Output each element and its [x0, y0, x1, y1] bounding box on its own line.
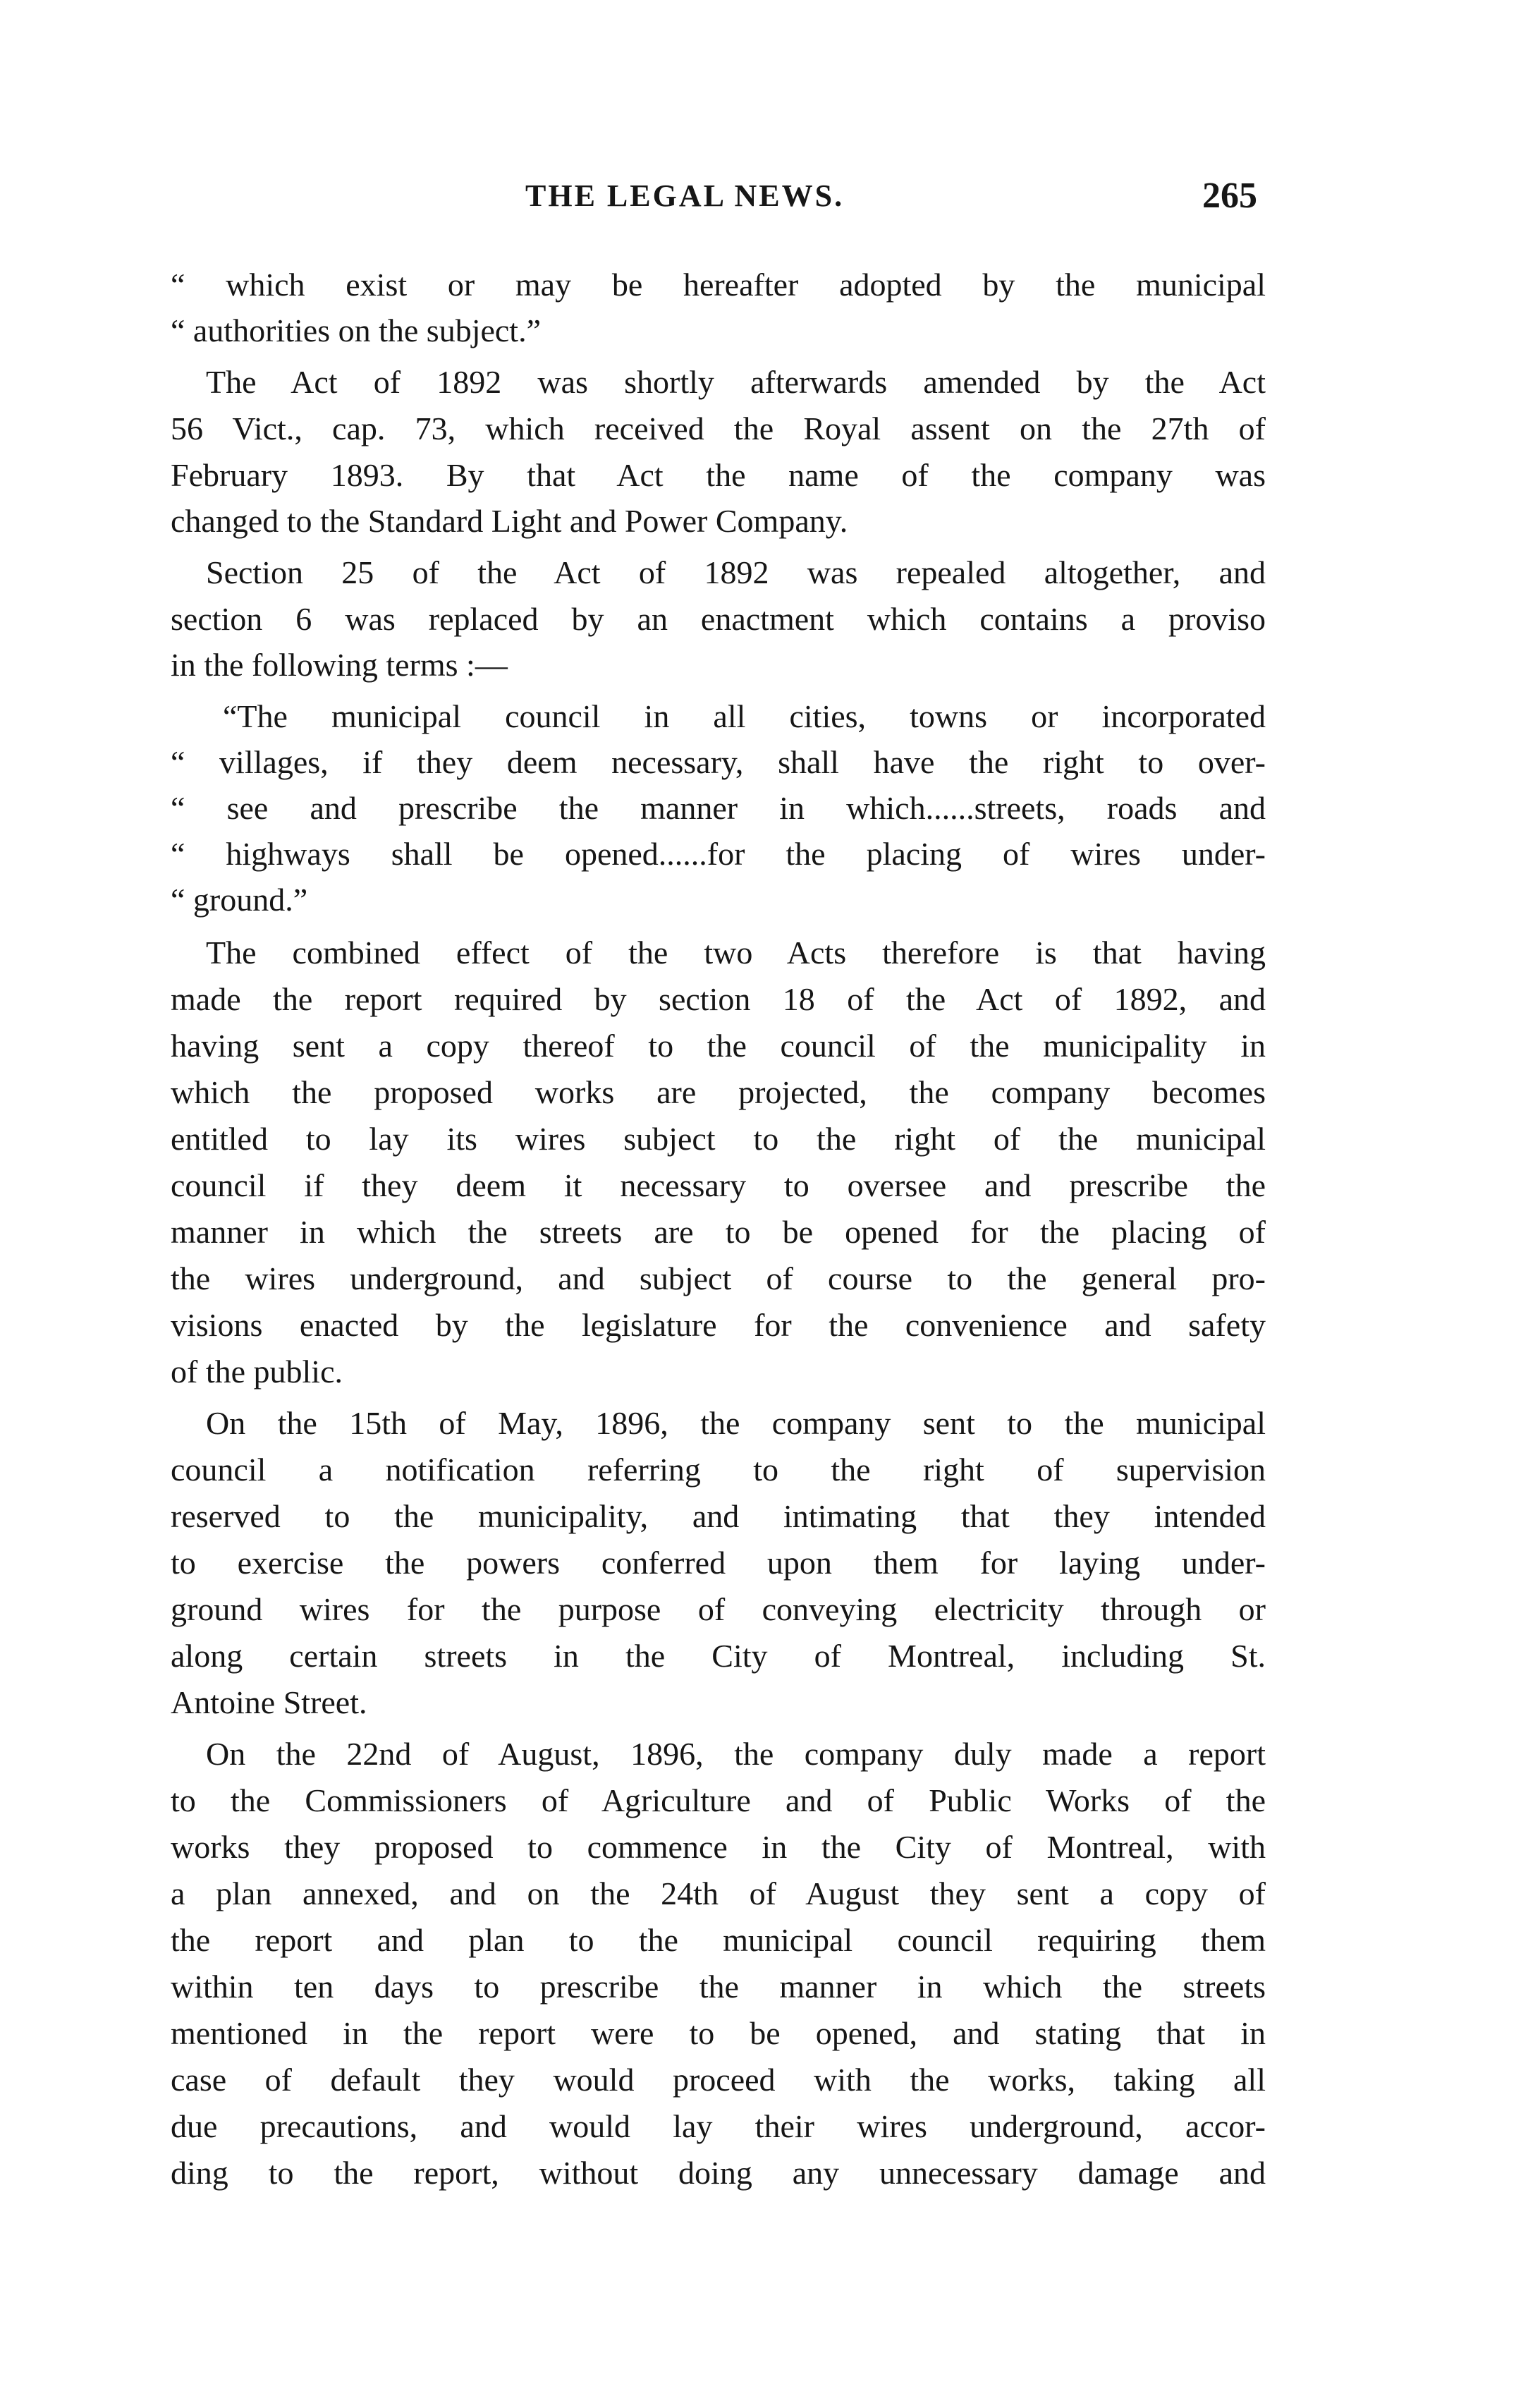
text-line: council a notification referring to the right of supervision: [171, 1452, 1266, 1488]
text-line: February 1893. By that Act the name of the company was: [171, 457, 1266, 493]
text-line: the report and plan to the municipal council requiring them: [171, 1922, 1266, 1958]
text-line: 56 Vict., cap. 73, which received the Royal assent on the 27th of: [171, 411, 1266, 446]
text-line: in the following terms :—: [171, 647, 508, 683]
text-line: On the 22nd of August, 1896, the company duly made a report: [206, 1736, 1266, 1772]
text-line: “ which exist or may be hereafter adopted by the municipal: [171, 267, 1266, 303]
text-line: entitled to lay its wires subject to the right of the municipal: [171, 1121, 1266, 1157]
text-line: ground wires for the purpose of conveying electricity through or: [171, 1591, 1266, 1627]
text-line: On the 15th of May, 1896, the company sent to the municipal: [206, 1405, 1266, 1441]
text-line: council if they deem it necessary to oversee and prescribe the: [171, 1167, 1266, 1203]
text-line: “ villages, if they deem necessary, shall have the right to over-: [171, 744, 1266, 780]
text-line: “ ground.”: [171, 882, 308, 918]
text-line: mentioned in the report were to be opened, and stating that in: [171, 2015, 1266, 2051]
text-line: having sent a copy thereof to the council of the municipality in: [171, 1028, 1266, 1064]
text-line: The Act of 1892 was shortly afterwards amended by the Act: [206, 364, 1266, 400]
text-line: section 6 was replaced by an enactment which contains a proviso: [171, 601, 1266, 637]
text-line: ding to the report, without doing any unnecessary damage and: [171, 2155, 1266, 2191]
text-line: “The municipal council in all cities, towns or incorporated: [223, 698, 1266, 734]
text-line: along certain streets in the City of Montreal, including St.: [171, 1638, 1266, 1674]
text-line: within ten days to prescribe the manner in which the streets: [171, 1969, 1266, 2005]
text-line: changed to the Standard Light and Power Company.: [171, 503, 848, 539]
text-line: reserved to the municipality, and intimating that they intended: [171, 1498, 1266, 1534]
text-line: to the Commissioners of Agriculture and of Public Works of the: [171, 1782, 1266, 1818]
page-number: 265: [1202, 176, 1257, 216]
text-line: Section 25 of the Act of 1892 was repealed altogether, and: [206, 554, 1266, 590]
text-line: to exercise the powers conferred upon them for laying under-: [171, 1545, 1266, 1581]
text-line: which the proposed works are projected, the company becomes: [171, 1074, 1266, 1110]
text-line: visions enacted by the legislature for the convenience and safety: [171, 1307, 1266, 1343]
text-line: “ highways shall be opened......for the placing of wires under-: [171, 836, 1266, 872]
text-line: works they proposed to commence in the City of Montreal, with: [171, 1829, 1266, 1865]
text-line: of the public.: [171, 1354, 343, 1389]
text-line: case of default they would proceed with the works, taking all: [171, 2062, 1266, 2098]
text-line: The combined effect of the two Acts therefore is that having: [206, 935, 1266, 971]
running-title: THE LEGAL NEWS.: [525, 178, 845, 213]
text-line: “ authorities on the subject.”: [171, 312, 542, 348]
text-line: made the report required by section 18 of the Act of 1892, and: [171, 981, 1266, 1017]
text-line: a plan annexed, and on the 24th of August they sent a copy of: [171, 1875, 1266, 1911]
text-line: due precautions, and would lay their wires underground, accor-: [171, 2108, 1266, 2144]
text-line: Antoine Street.: [171, 1684, 367, 1720]
text-line: manner in which the streets are to be opened for the placing of: [171, 1214, 1266, 1250]
text-line: the wires underground, and subject of course to the general pro-: [171, 1260, 1266, 1296]
text-line: “ see and prescribe the manner in which......streets, roads and: [171, 790, 1266, 826]
